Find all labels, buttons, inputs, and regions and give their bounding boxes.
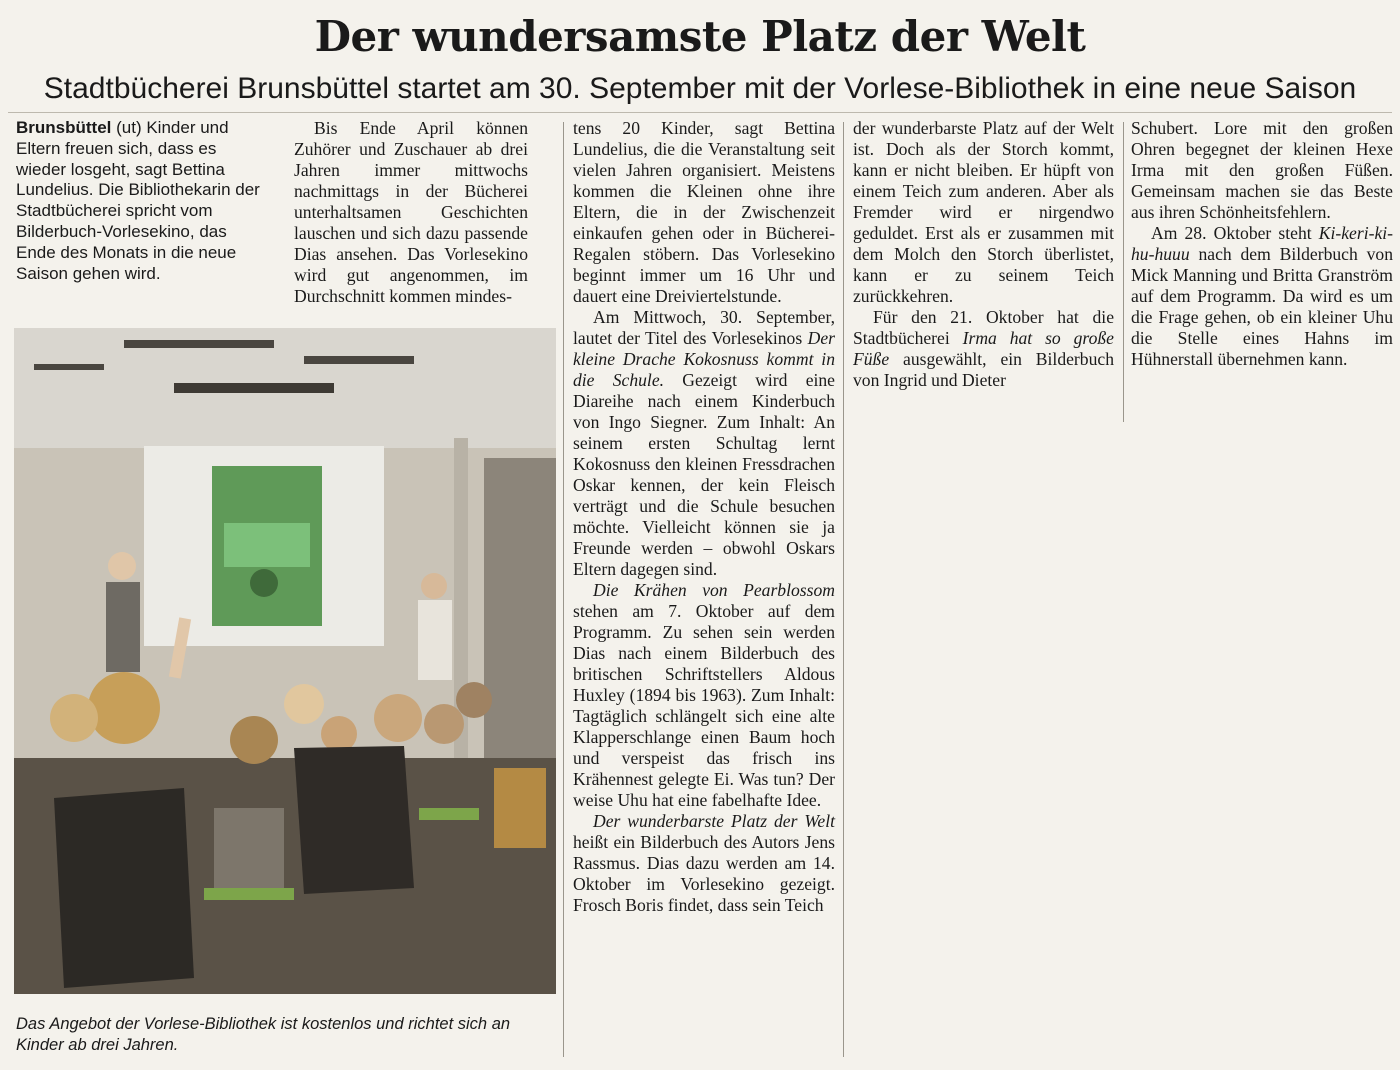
lead-paragraph bbox=[16, 118, 266, 284]
column-rule bbox=[843, 122, 844, 1057]
col3-paragraph-1: tens 20 Kinder, sagt Bettina Lundelius, die die Veranstaltung seit vielen Jahren organisiert. Meistens kommen die Kleinen ohne ihre Eltern, die in der Zwischenzeit einkaufen gehen oder in Bücherei-Regalen stöbern. Das Vorlesekino beginnt immer um 16 Uhr und dauert eine Dreiviertelstunde. bbox=[573, 118, 835, 306]
classroom-photo-illustration bbox=[14, 328, 556, 994]
column-3 bbox=[573, 118, 835, 916]
column-2 bbox=[294, 118, 528, 307]
dateline: Brunsbüttel bbox=[16, 118, 112, 137]
column-rule bbox=[1123, 122, 1124, 422]
title-irma: Irma hat so große Füße bbox=[853, 328, 1114, 369]
col3-paragraph-3: Die Krähen von Pearblossom stehen am 7. Oktober auf dem Programm. Zu sehen sein werden Dias nach einem Bilderbuch des britischen Schriftstellers Aldous Huxley (1894 bis 1963). Zum Inhalt: Tagtäglich schlängelt sich eine alte Klapperschlange einen Baum hoch und verspeist das frisch ins Krähennest gelegte Ei. Was tun? Der weise Uhu hat eine fabelhafte Idee. bbox=[573, 580, 835, 810]
col2-paragraph-1: Bis Ende April können Zuhörer und Zuschauer ab drei Jahren immer mittwochs nachmittags in der Bücherei unterhaltsamen Geschichten lauschen und sich dazu passende Dias ansehen. Das Vorlesekino wird gut angenommen, im Durchschnitt kommen mindes- bbox=[294, 118, 528, 306]
col4-paragraph-2: Für den 21. Oktober hat die Stadtbücherei Irma hat so große Füße ausgewählt, ein Bilderbuch von Ingrid und Dieter bbox=[853, 307, 1114, 390]
article-headline: Der wundersamste Platz der Welt bbox=[314, 12, 1086, 61]
col5-paragraph-1: Schubert. Lore mit den großen Ohren begegnet der kleinen Hexe Irma mit den großen Füßen. Gemeinsam machen sie das Beste aus ihren Schönheitsfehlern. bbox=[1131, 118, 1393, 222]
title-kokosnuss: Der kleine Drache Kokosnuss kommt in die Schule. bbox=[573, 328, 835, 390]
column-rule bbox=[563, 122, 564, 1057]
article-photo bbox=[14, 328, 556, 994]
col3-paragraph-4: Der wunderbarste Platz der Welt heißt ein Bilderbuch des Autors Jens Rassmus. Dias dazu werden am 14. Oktober im Vorlesekino gezeigt. Frosch Boris findet, dass sein Teich bbox=[573, 811, 835, 915]
col3-paragraph-2: Am Mittwoch, 30. September, lautet der Titel des Vorlesekinos Der kleine Drache Kokosnuss kommt in die Schule. Gezeigt wird eine Diareihe nach einem Kinderbuch von Ingo Siegner. Zum Inhalt: An seinem ersten Schultag lernt Kokosnuss den kleinen Fressdrachen Oskar kennen, der kein Fleisch verträgt und die Schule besuchen möchte. Vielleicht können sie ja Freunde werden – obwohl Oskars Eltern dagegen sind. bbox=[573, 307, 835, 579]
column-4 bbox=[853, 118, 1114, 391]
col5-paragraph-2: Am 28. Oktober steht Ki-keri-ki-hu-huuu nach dem Bilderbuch von Mick Manning und Britta Granström auf dem Programm. Da wird es um die Frage gehen, ob ein kleiner Uhu die Stelle eines Hahns im Hühnerstall übernehmen kann. bbox=[1131, 223, 1393, 369]
photo-caption: Das Angebot der Vorlese-Bibliothek ist kostenlos und richtet sich an Kinder ab drei Jahren. bbox=[16, 1015, 511, 1054]
column-5 bbox=[1131, 118, 1393, 370]
title-wunderbarste-platz: Der wunderbarste Platz der Welt bbox=[593, 811, 835, 831]
title-pearblossom: Die Krähen von Pearblossom bbox=[593, 580, 835, 600]
col4-paragraph-1: der wunderbarste Platz auf der Welt ist. Doch als der Storch kommt, kann er nicht bleiben. Er hüpft von einem Teich zum anderen. Aber als Fremder wird er nirgendwo geduldet. Erst als er zusammen mit dem Molch den Storch überlistet, kann er zu seinem Teich zurückkehren. bbox=[853, 118, 1114, 306]
header-divider bbox=[8, 112, 1392, 113]
title-kikeriki: Ki-keri-ki-hu-huuu bbox=[1131, 223, 1393, 264]
article-subheadline: Stadtbücherei Brunsbüttel startet am 30. September mit der Vorlese-Bibliothek in eine neue Saison bbox=[43, 72, 1357, 105]
lead-text: (ut) Kinder und Eltern freuen sich, dass es wieder losgeht, sagt Bettina Lundelius. Die Bibliothekarin der Stadtbücherei spricht vom Bilderbuch-Vorlesekino, das Ende des Monats in die neue Saison gehen wird. bbox=[16, 118, 260, 283]
